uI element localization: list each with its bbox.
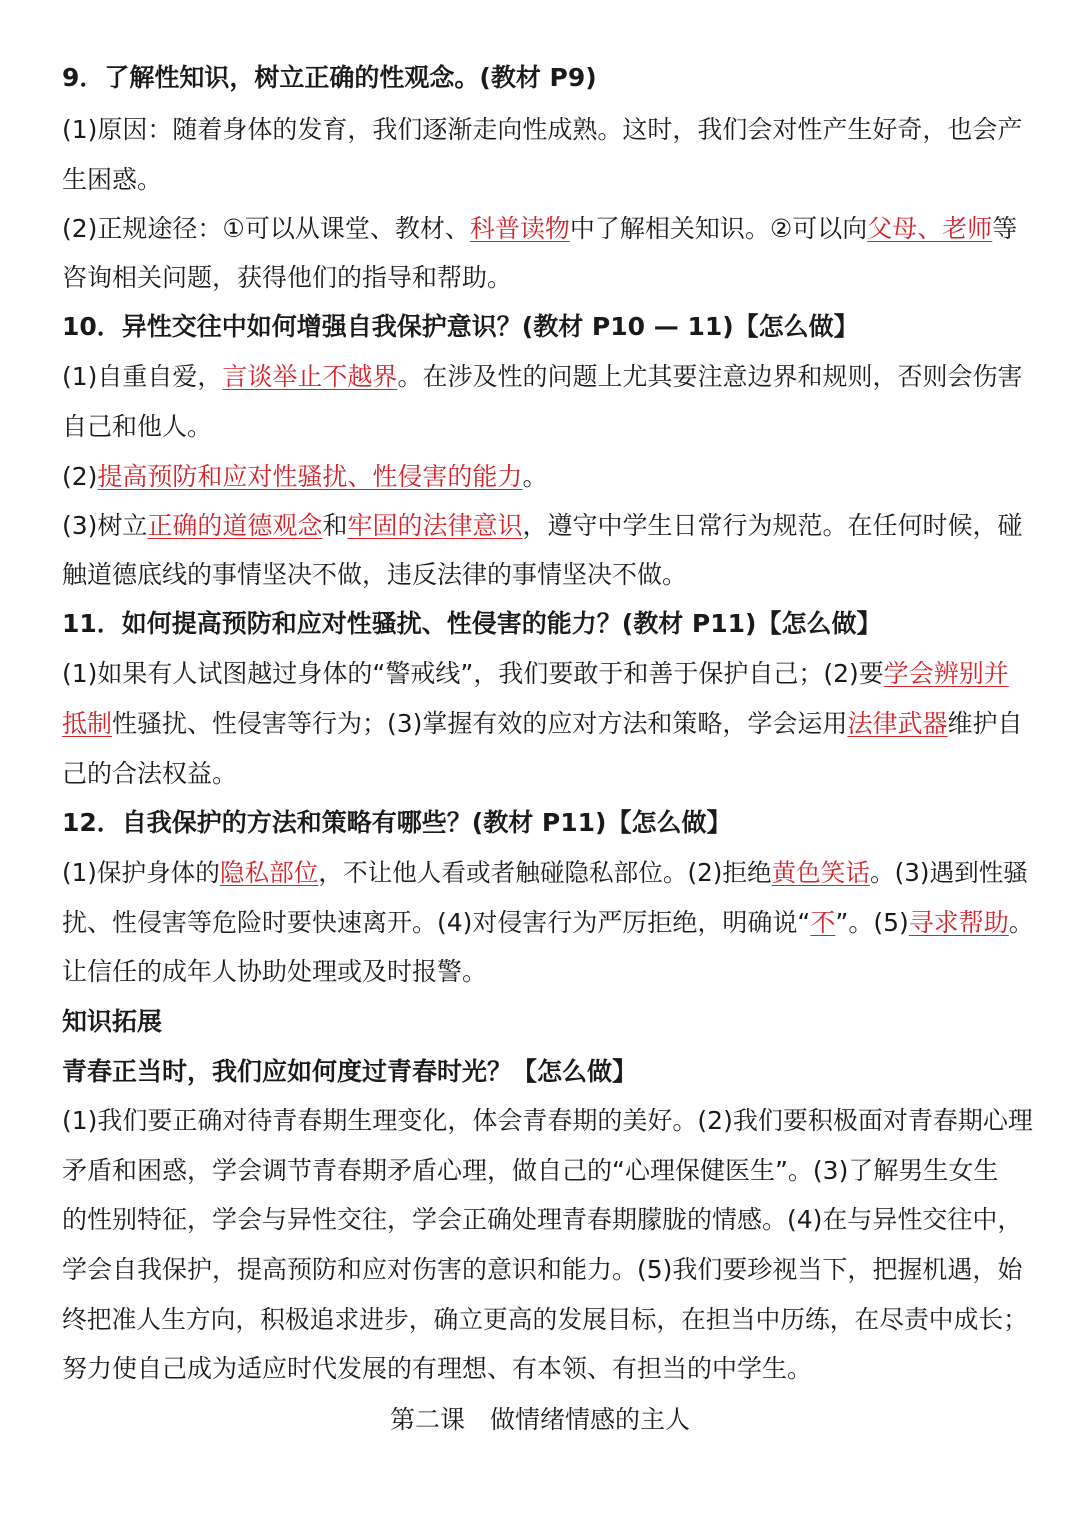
lesson-title: 第二课 做情绪情感的主人 — [389, 1405, 690, 1434]
section-12-heading: 12．自我保护的方法和策略有哪些？(教材 P11)【怎么做】 — [62, 808, 732, 837]
extension-line: 学会自我保护，提高预防和应对伤害的意识和能力。(5)我们要珍视当下，把握机遇，始 — [62, 1255, 1023, 1284]
highlight-keyword: 寻求帮助 — [908, 908, 1009, 937]
highlight-keyword: 提高预防和应对性骚扰、性侵害的能力 — [97, 462, 523, 491]
extension-line: 努力使自己成为适应时代发展的有理想、有本领、有担当的中学生。 — [62, 1354, 813, 1383]
highlight-keyword: 正确的道德观念 — [147, 511, 323, 540]
section-10-para-3-cont: 触道德底线的事情坚决不做，违反法律的事情坚决不做。 — [62, 560, 688, 589]
section-10-para-2: (2)提高预防和应对性骚扰、性侵害的能力。 — [62, 462, 548, 491]
section-12-line-3: 让信任的成年人协助处理或及时报警。 — [62, 957, 488, 986]
section-10-heading: 10．异性交往中如何增强自我保护意识？(教材 P10 — 11)【怎么做】 — [62, 312, 859, 341]
section-9-para-1: (1)原因：随着身体的发育，我们逐渐走向性成熟。这时，我们会对性产生好奇，也会产 — [62, 115, 1023, 144]
section-10-para-3: (3)树立正确的道德观念和牢固的法律意识，遵守中学生日常行为规范。在任何时候，碰 — [62, 511, 1023, 540]
section-10-para-1-cont: 自己和他人。 — [62, 412, 213, 441]
highlight-keyword: 隐私部位 — [219, 858, 319, 887]
section-11-line-3: 己的合法权益。 — [62, 759, 238, 788]
highlight-keyword: 学会辨别并 — [883, 659, 1009, 688]
section-10-para-1: (1)自重自爱，言谈举止不越界。在涉及性的问题上尤其要注意边界和规则，否则会伤害 — [62, 362, 1023, 391]
section-9-para-1-cont: 生困惑。 — [62, 165, 163, 194]
extension-heading: 青春正当时，我们应如何度过青春时光？【怎么做】 — [62, 1057, 638, 1086]
highlight-keyword: 黄色笑话 — [771, 858, 870, 887]
section-12-line-1: (1)保护身体的隐私部位，不让他人看或者触碰隐私部位。(2)拒绝黄色笑话。(3)遇到性骚 — [62, 858, 1028, 887]
highlight-keyword: 科普读物 — [469, 214, 570, 243]
highlight-keyword: 不 — [810, 908, 836, 937]
section-9-heading: 9．了解性知识，树立正确的性观念。(教材 P9) — [62, 63, 597, 92]
extension-line: 的性别特征，学会与异性交往，学会正确处理青春期朦胧的情感。(4)在与异性交往中， — [62, 1205, 1023, 1234]
extension-line: (1)我们要正确对待青春期生理变化，体会青春期的美好。(2)我们要积极面对青春期心理 — [62, 1106, 1033, 1135]
highlight-keyword: 抵制 — [62, 709, 113, 738]
section-11-line-2: 抵制性骚扰、性侵害等行为；(3)掌握有效的应对方法和策略，学会运用法律武器维护自 — [62, 709, 1023, 738]
highlight-keyword: 言谈举止不越界 — [222, 362, 398, 391]
extension-title: 知识拓展 — [62, 1007, 163, 1036]
highlight-keyword: 牢固的法律意识 — [347, 511, 523, 540]
extension-line: 矛盾和困惑，学会调节青春期矛盾心理，做自己的“心理保健医生”。(3)了解男生女生 — [62, 1156, 999, 1185]
section-11-heading: 11．如何提高预防和应对性骚扰、性侵害的能力？(教材 P11)【怎么做】 — [62, 609, 882, 638]
section-11-line-1: (1)如果有人试图越过身体的“警戒线”，我们要敢于和善于保护自己；(2)要学会辨别并 — [62, 659, 1009, 688]
extension-line: 终把准人生方向，积极追求进步，确立更高的发展目标，在担当中历练，在尽责中成长； — [62, 1305, 1028, 1334]
section-12-line-2: 扰、性侵害等危险时要快速离开。(4)对侵害行为严厉拒绝，明确说“不”。(5)寻求帮助。 — [62, 908, 1034, 937]
highlight-keyword: 父母、老师 — [867, 214, 993, 243]
section-9-para-2-cont: 咨询相关问题，获得他们的指导和帮助。 — [62, 263, 513, 292]
section-9-para-2: (2)正规途径：①可以从课堂、教材、科普读物中了解相关知识。②可以向父母、老师等 — [62, 214, 1018, 243]
highlight-keyword: 法律武器 — [847, 709, 948, 738]
